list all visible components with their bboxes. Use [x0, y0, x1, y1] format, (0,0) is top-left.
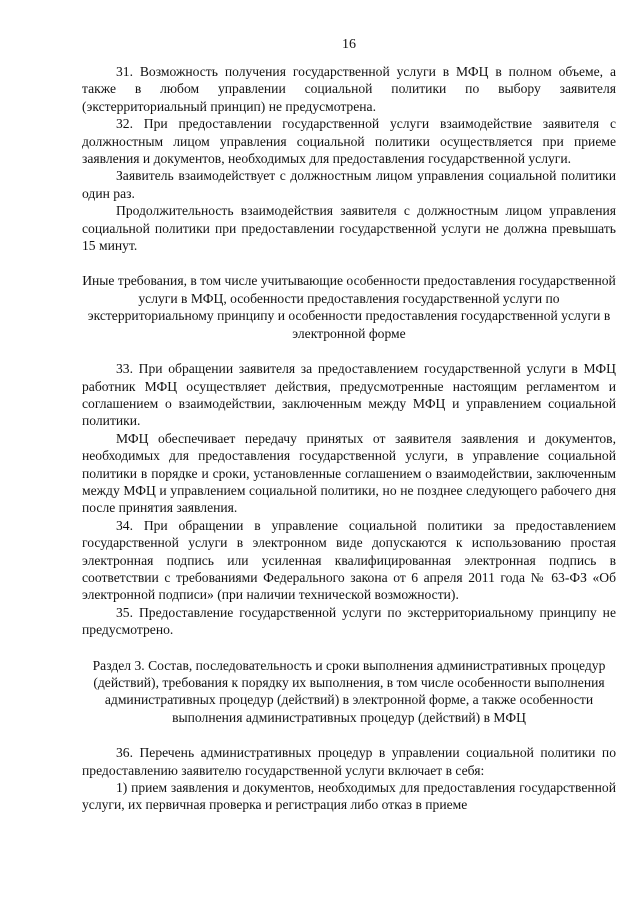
- paragraph-33: 33. При обращении заявителя за предоставлением государственной услуги в МФЦ работник МФЦ осуществляет действия, предусмотренные настоящим регламентом и соглашением о взаимодействии, заключенным между МФЦ и управлением социальной политики.: [82, 361, 616, 429]
- paragraph-31: 31. Возможность получения государственной услуги в МФЦ в полном объеме, а также в любом управлении социальной политики по выбору заявителя (экстерриториальный принцип) не предусмотрена.: [82, 64, 616, 114]
- paragraph-36: 36. Перечень административных процедур в управлении социальной политики по предоставлению заявителю государственной услуги включает в себя:: [82, 745, 616, 778]
- paragraph-34: 34. При обращении в управление социальной политики за предоставлением государственной услуги в электронном виде допускаются к использованию простая электронная подпись или усиленная квалифицированная электронная подпись в соответствии с требованиями Федерального закона от 6 апреля 2011 года № 63-ФЗ «Об электронной подписи» (при наличии технической возможности).: [82, 517, 616, 603]
- section-heading-section-3: Раздел 3. Состав, последовательность и сроки выполнения административных процедур (действий), требования к порядку их выполнения, в том числе особенности выполнения административных процедур (действий) в электронной форме, а также особенности выполнения административных процедур (действий) в МФЦ: [92, 657, 606, 725]
- paragraph-mfc-transfer: МФЦ обеспечивает передачу принятых от заявителя заявления и документов, необходимых для предоставления государственной услуги, в управление социальной политики в порядке и сроки, установленные соглашением о взаимодействии, заключенным между МФЦ и управлением социальной политики, но не позднее следующего рабочего дня после принятия заявления.: [82, 430, 616, 516]
- paragraph-interaction-duration: Продолжительность взаимодействия заявителя с должностным лицом управления социальной политики при предоставлении государственной услуги не должна превышать 15 минут.: [82, 203, 616, 254]
- paragraph-32: 32. При предоставлении государственной услуги взаимодействие заявителя с должностным лицом управления социальной политики осуществляется при приеме заявления и документов, необходимых для предоставления государственной услуги.: [82, 116, 616, 167]
- spacer: [82, 726, 616, 744]
- paragraph-35: 35. Предоставление государственной услуги по экстерриториальному принципу не предусмотрено.: [82, 604, 616, 638]
- spacer: [82, 342, 616, 360]
- paragraph-36-item-1: 1) прием заявления и документов, необходимых для предоставления государственной услуги, их первичная проверка и регистрация либо отказ в приеме: [82, 780, 616, 813]
- section-heading-other-requirements: Иные требования, в том числе учитывающие особенности предоставления государственной услуги в МФЦ, особенности предоставления государственной услуги по экстерриториальному принципу и особенности предоставления государственной услуги в электронной форме: [82, 273, 616, 341]
- paragraph-interaction-once: Заявитель взаимодействует с должностным лицом управления социальной политики один раз.: [82, 168, 616, 201]
- spacer: [82, 639, 616, 657]
- page-number: 16: [342, 37, 356, 52]
- spacer: [82, 254, 616, 272]
